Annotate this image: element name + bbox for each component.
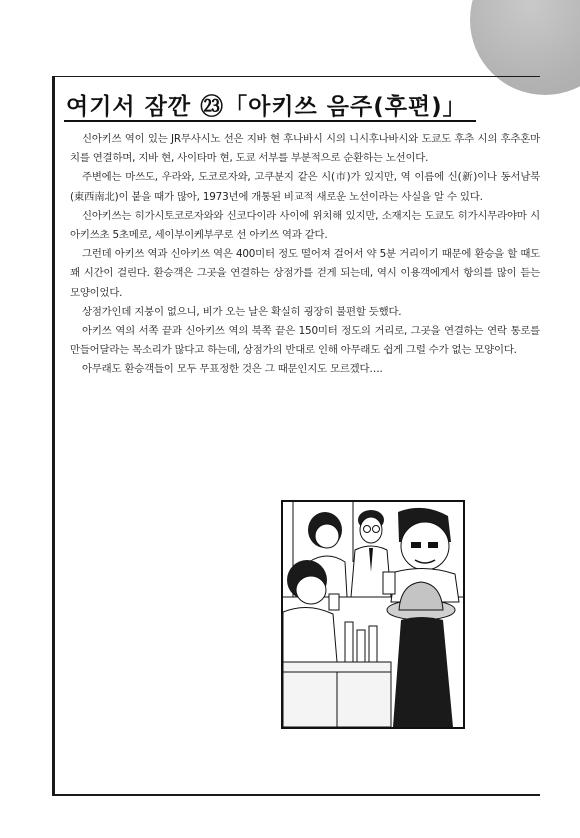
- paragraph-3: 신아키쓰는 히가시토코로자와와 신코다이라 사이에 위치해 있지만, 소재지는 도쿄도 히가시무라야마 시 아키쓰초 5초메로, 세이부이케부쿠로 선 아키쓰 역과 같다.: [70, 209, 540, 242]
- bar-scene-drawing: [283, 502, 463, 727]
- paragraph-7: 아무래도 환승객들이 모두 무표정한 것은 그 때문인지도 모르겠다….: [82, 363, 383, 376]
- manga-illustration: [281, 500, 465, 729]
- paragraph-1: 신아키쓰 역이 있는 JR무사시노 선은 지바 현 후나바시 시의 니시후나바시와 도쿄도 후추 시의 후추혼마치를 연결하며, 지바 현, 사이타마 현, 도쿄 서부를 부분적으로 순환하는 노선이다.: [70, 133, 540, 165]
- paragraph-5: 상점가인데 지붕이 없으니, 비가 오는 날은 확실히 굉장히 불편할 듯했다.: [82, 305, 402, 318]
- article-body: [70, 130, 540, 380]
- page-title: 여기서 잠깐 ㉓「아키쓰 음주(후편)」: [66, 94, 467, 120]
- frame-bottom-rule: [52, 794, 540, 796]
- paragraph-6: 아키쓰 역의 서쪽 끝과 신아키쓰 역의 북쪽 끝은 150미터 정도의 거리로, 그곳을 연결하는 연락 통로를 만들어달라는 목소리가 많다고 하는데, 상점가의 반대로 인해 아무래도 쉽게 그럴 수가 없는 모양이다.: [70, 325, 540, 357]
- paragraph-4: 그런데 아키쓰 역과 신아키쓰 역은 400미터 정도 떨어져 걸어서 약 5분 거리이기 때문에 환승을 할 때도 꽤 시간이 걸린다. 환승객은 그곳을 연결하는 상점가를 걷게 되는데, 역시 이용객에게서 항의를 많이 듣는 모양이었다.: [70, 248, 540, 299]
- title-underline: [64, 120, 476, 122]
- paragraph-2: 주변에는 마쓰도, 우라와, 도코로자와, 고쿠분지 같은 시(市)가 있지만, 역 이름에 신(新)이나 동서남북(東西南北)이 붙을 때가 많아, 1973년에 개통된 비교적 새로운 노선이라는 사실을 알 수 있다.: [70, 171, 540, 203]
